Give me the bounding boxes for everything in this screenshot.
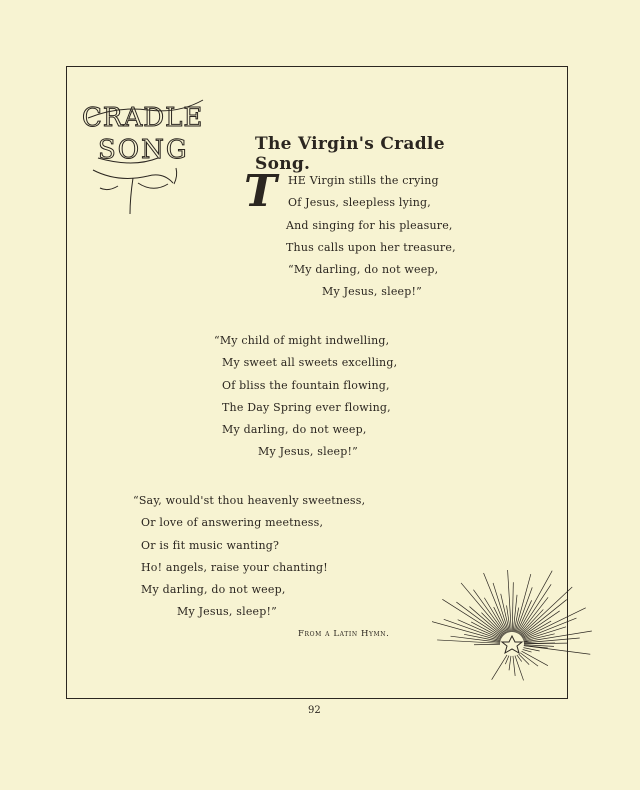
starburst-ray [512,582,513,632]
poem-line: Of bliss the fountain flowing, [222,378,390,392]
poem-line: My Jesus, sleep!” [177,605,277,619]
poem-line: My Jesus, sleep!” [322,285,422,299]
starburst-ray [523,650,532,653]
stanza-1 [288,170,456,304]
ornament-line2: SONG [98,135,189,165]
poem-line: “Say, would'st thou heavenly sweetness, [133,494,366,507]
stanza-3 [133,490,365,624]
poem-line: And singing for his pleasure, [286,218,453,232]
starburst-ornament [432,552,594,686]
poem-line: My Jesus, sleep!” [258,445,358,459]
starburst-ray [456,602,502,636]
poem-line: Thus calls upon her treasure, [286,240,456,254]
starburst-ray [513,656,515,676]
attribution: From a Latin Hymn. [298,629,390,639]
starburst-ray [518,571,553,634]
poem-line: “My child of might indwelling, [214,334,390,347]
starburst-ray [521,587,573,636]
poem-line: Ho! angels, raise your chanting! [141,560,328,574]
starburst-ray [518,584,551,633]
ornament-line1: CRADLE [82,103,204,133]
cradle-song-ornament [78,88,208,218]
starburst-ray [515,656,524,681]
star-icon [502,636,522,653]
poem-line: My sweet all sweets excelling, [222,356,398,370]
starburst-ray [469,607,503,636]
poem-line: “My darling, do not weep, [288,263,439,277]
starburst-ray [508,570,512,632]
poem-line: Or is fit music wanting? [141,538,280,552]
poem-line: Or love of answering meetness, [141,516,324,530]
page-number: 92 [308,705,321,716]
stanza-2 [214,330,397,464]
poem-line: My darling, do not weep, [141,583,286,597]
starburst-ray [437,640,500,643]
poem-line: My darling, do not weep, [222,423,367,437]
poem-title: The Virgin's Cradle Song. [255,134,445,174]
starburst-ray [523,618,576,639]
starburst-ray [509,656,511,670]
starburst-ray [473,590,505,634]
starburst-ray [492,655,507,680]
starburst-ray [442,599,502,637]
poem-line: Of Jesus, sleepless lying, [288,196,431,210]
poem-line: HE Virgin stills the crying [288,174,439,187]
drop-cap: T [244,166,277,217]
poem-line: The Day Spring ever flowing, [222,400,391,414]
starburst-ray [520,653,538,666]
